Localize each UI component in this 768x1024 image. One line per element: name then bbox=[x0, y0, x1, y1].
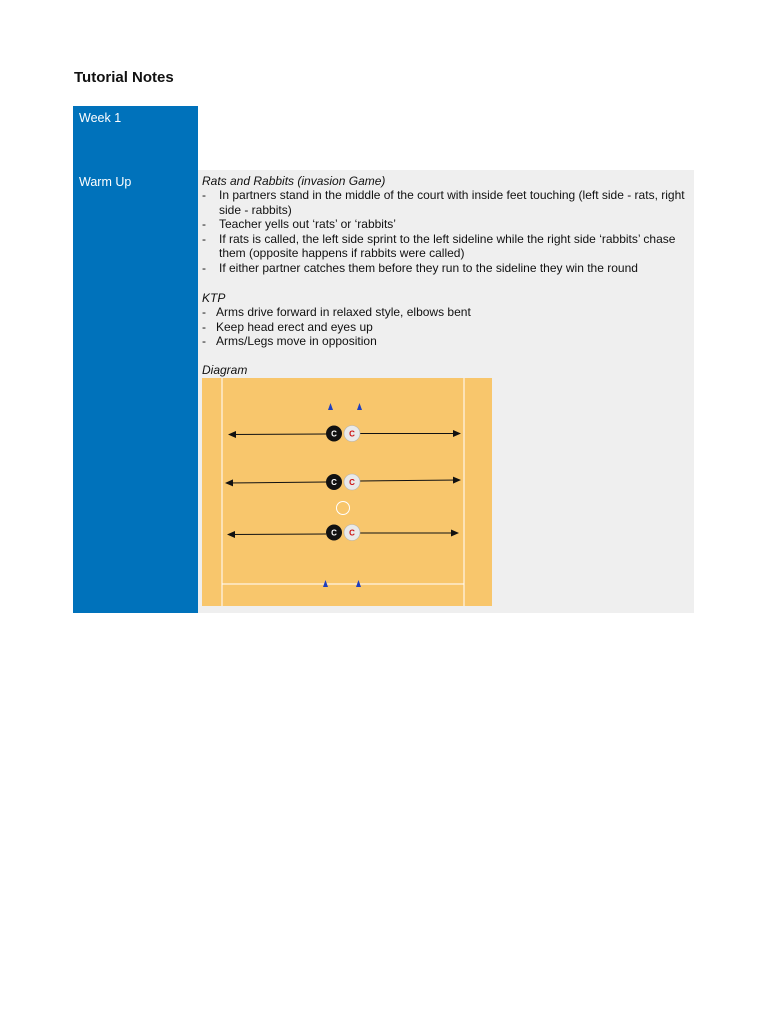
diagram-title: Diagram bbox=[202, 363, 248, 377]
ktp-text: Keep head erect and eyes up bbox=[216, 319, 373, 334]
warm-up-label: Warm Up bbox=[79, 175, 132, 189]
list-item bbox=[202, 334, 688, 349]
game-title: Rats and Rabbits (invasion Game) bbox=[202, 174, 386, 188]
game-instructions-list bbox=[202, 188, 688, 276]
list-item bbox=[202, 188, 688, 217]
warm-up-content bbox=[198, 170, 694, 613]
instruction-text: If rats is called, the left side sprint to the left sideline while the right side ‘rabbits’ chase them (opposite happens if rabbits were called) bbox=[219, 231, 676, 261]
ktp-list bbox=[202, 305, 688, 349]
rat-run-arrow bbox=[228, 534, 326, 535]
ktp-text: Arms drive forward in relaxed style, elbows bent bbox=[216, 305, 471, 319]
instruction-text: In partners stand in the middle of the court with inside feet touching (left side - rats, right side - rabbits) bbox=[219, 188, 685, 217]
ktp-title: KTP bbox=[202, 291, 226, 305]
sidebar bbox=[73, 106, 198, 613]
rabbit-player-letter: C bbox=[349, 528, 355, 538]
instruction-text: Teacher yells out ‘rats’ or ‘rabbits’ bbox=[219, 217, 396, 232]
page-title: Tutorial Notes bbox=[74, 69, 174, 86]
rat-player-letter: C bbox=[331, 429, 337, 439]
list-item bbox=[202, 232, 688, 261]
rabbit-player-letter: C bbox=[349, 429, 355, 439]
list-item bbox=[202, 261, 688, 276]
week-label: Week 1 bbox=[79, 111, 122, 125]
bullet-dash: - bbox=[202, 217, 206, 232]
rat-player-letter: C bbox=[331, 528, 337, 538]
bullet-dash: - bbox=[202, 231, 206, 246]
ktp-text: Arms/Legs move in opposition bbox=[216, 334, 377, 349]
bullet-dash: - bbox=[202, 188, 206, 202]
court-surface bbox=[202, 378, 492, 606]
rat-run-arrow bbox=[229, 434, 326, 435]
bullet-dash: - bbox=[202, 334, 206, 349]
bullet-dash: - bbox=[202, 305, 206, 319]
court-diagram bbox=[202, 378, 492, 606]
instruction-text: If either partner catches them before they run to the sideline they win the round bbox=[219, 260, 638, 275]
list-item bbox=[202, 217, 688, 232]
rabbit-player-letter: C bbox=[349, 478, 355, 487]
rat-player-letter: C bbox=[331, 478, 337, 487]
list-item bbox=[202, 320, 688, 335]
list-item bbox=[202, 305, 688, 320]
bullet-dash: - bbox=[202, 319, 206, 334]
bullet-dash: - bbox=[202, 260, 206, 275]
